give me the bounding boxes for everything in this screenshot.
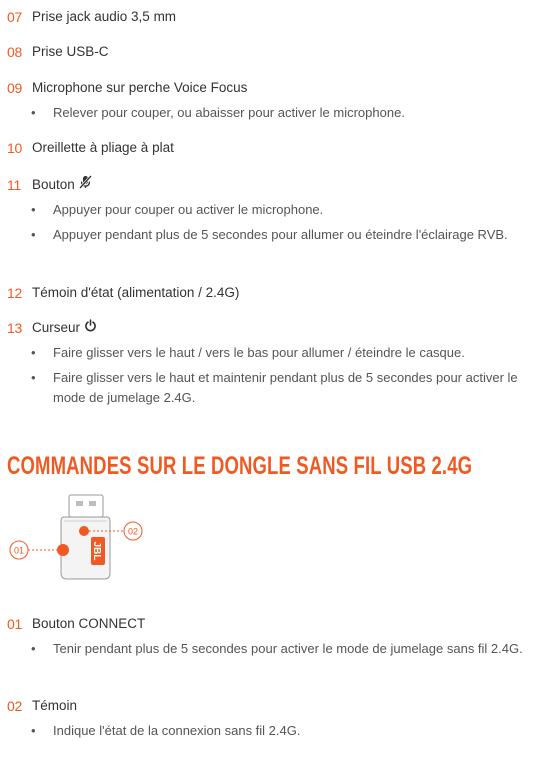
item-number: 01: [7, 616, 22, 632]
bullet-item: • Relever pour couper, ou abaisser pour activer le microphone.: [7, 103, 547, 123]
dongle-figure: [6, 488, 166, 593]
item-number: 10: [7, 140, 22, 156]
item-title: Oreillette à pliage à plat: [32, 140, 174, 155]
bullet-list: [7, 639, 547, 659]
item-title: Curseur: [32, 320, 81, 335]
item-13: [7, 319, 547, 408]
item-number: 12: [7, 285, 22, 301]
bullet-item: • Appuyer pour couper ou activer le microphone.: [7, 200, 547, 220]
bullet-item: • Faire glisser vers le haut / vers le bas pour allumer / éteindre le casque.: [7, 343, 547, 363]
bullet-list: [7, 343, 547, 408]
item-07: [7, 8, 547, 26]
item-number: 13: [7, 320, 22, 336]
bullet-list: [7, 200, 547, 245]
item-number: 11: [7, 176, 21, 193]
item-title: Témoin: [32, 698, 78, 713]
item-title: Bouton CONNECT: [32, 616, 146, 631]
item-number: 08: [7, 44, 22, 60]
item-title: Témoin d'état (alimentation / 2.4G): [32, 285, 240, 300]
item-title: Prise jack audio 3,5 mm: [32, 9, 177, 24]
item-title: Microphone sur perche Voice Focus: [32, 80, 248, 95]
item-09: [7, 79, 547, 123]
mic-mute-icon: [79, 175, 92, 194]
power-icon: [84, 319, 97, 337]
item-number: 07: [7, 9, 22, 25]
item-number: 02: [7, 698, 22, 714]
item-title: Prise USB-C: [32, 44, 109, 59]
bullet-list: [7, 721, 547, 741]
bullet-item: • Appuyer pendant plus de 5 secondes pour allumer ou éteindre l'éclairage RVB.: [7, 225, 547, 245]
section-title: COMMANDES SUR LE DONGLE SANS FIL USB 2.4G: [7, 452, 473, 480]
bullet-item: • Indique l'état de la connexion sans fil 2.4G.: [7, 721, 547, 741]
bullet-list: [7, 103, 547, 123]
item-number: 09: [7, 80, 22, 96]
bullet-item: • Tenir pendant plus de 5 secondes pour activer le mode de jumelage sans fil 2.4G.: [7, 639, 547, 659]
item-12: [7, 284, 547, 302]
jbl-logo: JBL: [91, 541, 102, 561]
item-01: [7, 615, 547, 659]
item-10: [7, 139, 547, 157]
item-title: Bouton: [32, 176, 75, 192]
callout-01: 01: [13, 545, 25, 556]
item-08: [7, 43, 547, 61]
callout-02: 02: [127, 526, 139, 537]
item-11: [7, 175, 547, 245]
bullet-item: • Faire glisser vers le haut et maintenir pendant plus de 5 secondes pour activer le mode de jumelage 2.4G.: [7, 368, 547, 408]
item-02: [7, 697, 547, 741]
